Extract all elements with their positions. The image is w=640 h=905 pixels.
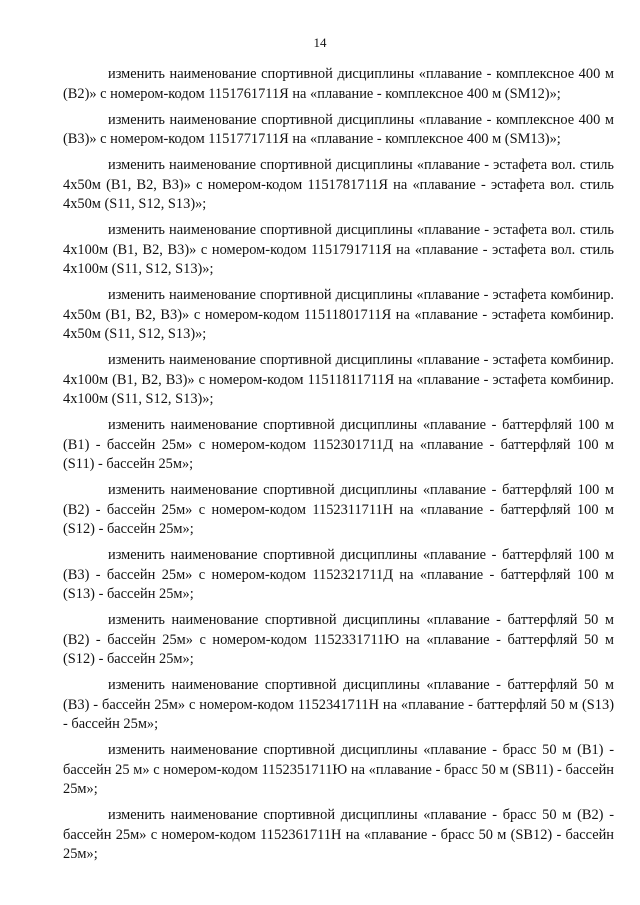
paragraph: изменить наименование спортивной дисциплины «плавание - комплексное 400 м (В2)» с номером-кодом 1151761711Я на «плавание - комплексное 400 м (SM12)»; xyxy=(63,66,614,102)
document-body xyxy=(63,65,614,871)
paragraph: изменить наименование спортивной дисциплины «плавание - баттерфляй 50 м (В2) - бассейн 25м» с номером-кодом 1152331711Ю на «плавание - баттерфляй 50 м (S12) - бассейн 25м»; xyxy=(63,612,614,667)
paragraph: изменить наименование спортивной дисциплины «плавание - баттерфляй 100 м (В1) - бассейн 25м» с номером-кодом 1152301711Д на «плавание - баттерфляй 100 м (S11) - бассейн 25м»; xyxy=(63,417,614,472)
paragraph: изменить наименование спортивной дисциплины «плавание - эстафета комбинир. 4х50м (В1, В2, В3)» с номером-кодом 1151180171​1Я на «плавание - эстафета комбинир. 4х50м (S11, S12, S13)»; xyxy=(63,287,614,342)
paragraph: изменить наименование спортивной дисциплины «плавание - баттерфляй 100 м (В3) - бассейн 25м» с номером-кодом 1152321711Д на «плавание - баттерфляй 100 м (S13) - бассейн 25м»; xyxy=(63,547,614,602)
paragraph: изменить наименование спортивной дисциплины «плавание - брасс 50 м (В2) - бассейн 25м» с номером-кодом 1152361711Н на «плавание - брасс 50 м (SB12) - бассейн 25м»; xyxy=(63,807,614,862)
paragraph: изменить наименование спортивной дисциплины «плавание - баттерфляй 50 м (В3) - бассейн 25м» с номером-кодом 1152341711Н на «плавание - баттерфляй 50 м (S13) - бассейн 25м»; xyxy=(63,677,614,732)
paragraph: изменить наименование спортивной дисциплины «плавание - комплексное 400 м (В3)» с номером-кодом 1151771711Я на «плавание - комплексное 400 м (SM13)»; xyxy=(63,111,614,147)
paragraph: изменить наименование спортивной дисциплины «плавание - баттерфляй 100 м (В2) - бассейн 25м» с номером-кодом 1152311711Н на «плавание - баттерфляй 100 м (S12) - бассейн 25м»; xyxy=(63,482,614,537)
page-number: 14 xyxy=(313,35,327,50)
paragraph: изменить наименование спортивной дисциплины «плавание - эстафета вол. стиль 4х100м (В1, В2, В3)» с номером-кодом 1151791711Я на «плавание - эстафета вол. стиль 4х100м (S11, S12, S13)»; xyxy=(63,222,614,277)
paragraph: изменить наименование спортивной дисциплины «плавание - эстафета комбинир. 4х100м (В1, В2, В3)» с номером-кодом 11511811711Я на «плавание - эстафета комбинир. 4х100м (S11, S12, S13)»; xyxy=(63,352,614,407)
paragraph: изменить наименование спортивной дисциплины «плавание - брасс 50 м (В1) - бассейн 25 м» с номером-кодом 1152351711Ю на «плавание - брасс 50 м (SB11) - бассейн 25м»; xyxy=(63,742,614,797)
paragraph: изменить наименование спортивной дисциплины «плавание - эстафета вол. стиль 4х50м (В1, В2, В3)» с номером-кодом 1151781711Я на «плавание - эстафета вол. стиль 4х50м (S11, S12, S13)»; xyxy=(63,157,614,212)
